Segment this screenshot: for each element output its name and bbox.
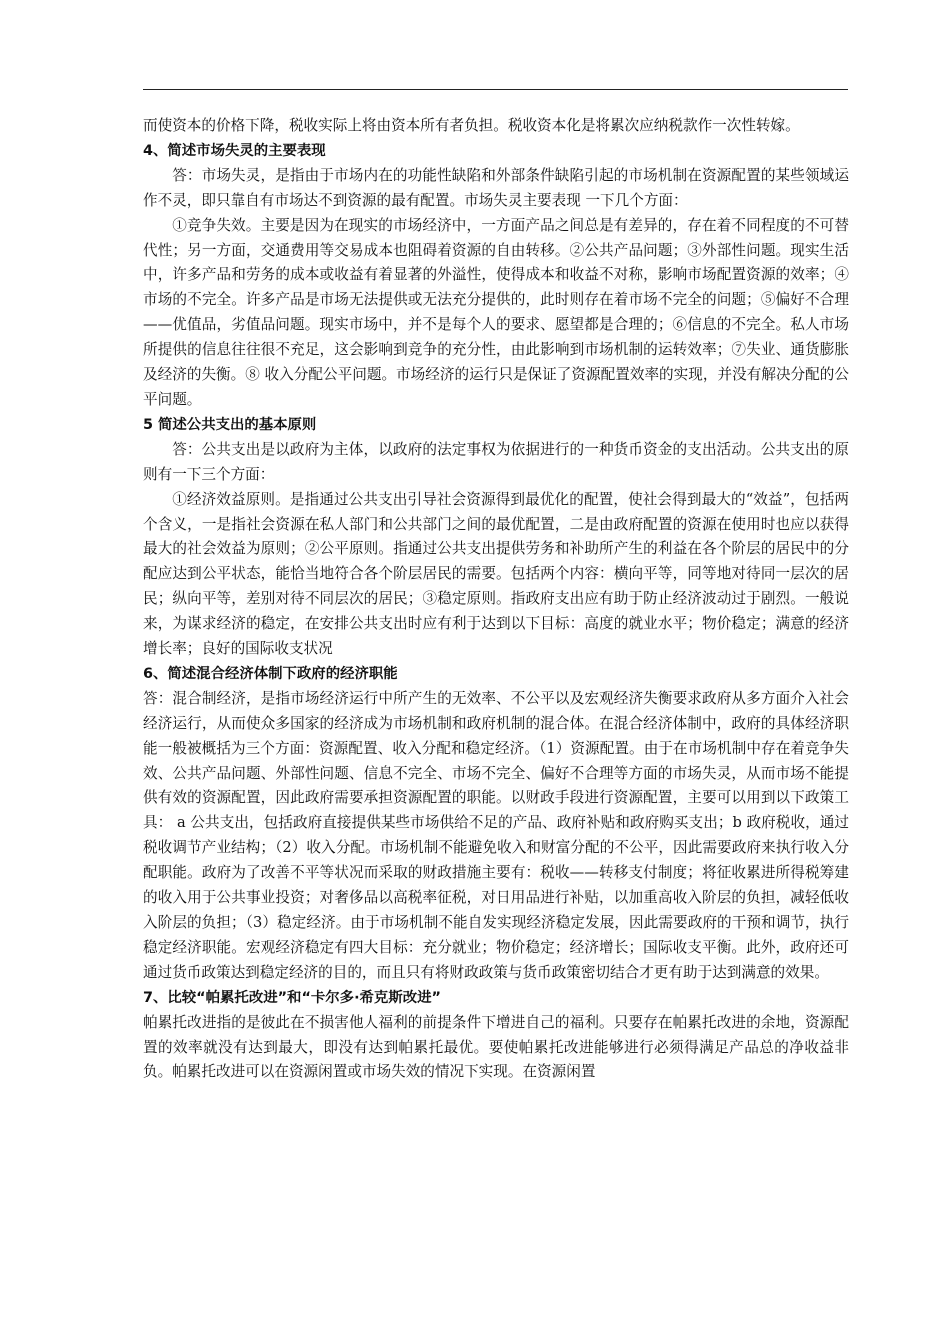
header-rule <box>143 89 848 90</box>
paragraph-q7-answer: 帕累托改进指的是彼此在不损害他人福利的前提条件下增进自己的福利。只要存在帕累托改进的余地，资源配置的效率就没有达到最大，即没有达到帕累托最优。要使帕累托改进能够进行必须得满足产品总的净收益非负。帕累托改进可以在资源闲置或市场失效的情况下实现。在资源闲置 <box>143 1013 849 1081</box>
paragraph-q4-details: ①竞争失效。主要是因为在现实的市场经济中，一方面产品之间总是有差异的，存在着不同程度的不可替代性；另一方面，交通费用等交易成本也阻碍着资源的自由转移。②公共产品问题；③外部性问题。现实生活中，许多产品和劳务的成本或收益有着显著的外溢性，使得成本和收益不对称，影响市场配置资源的效率；④市场的不完全。许多产品是市场无法提供或无法充分提供的，此时则存在着市场不完全的问题；⑤偏好不合理——优值品，劣值品问题。现实市场中，并不是每个人的要求、愿望都是合理的；⑥信息的不完全。私人市场所提供的信息往往很不充足，这会影响到竞争的充分性，由此影响到市场机制的运转效率；⑦失业、通货膨胀及经济的失衡。⑧ 收入分配公平问题。市场经济的运行只是保证了资源配置效率的实现，并没有解决分配的公平问题。 <box>143 216 849 408</box>
paragraph-q6-answer: 答：混合制经济，是指市场经济运行中所产生的无效率、不公平以及宏观经济失衡要求政府从多方面介入社会经济运行，从而使众多国家的经济成为市场机制和政府机制的混合体。在混合经济体制中，政府的具体经济职能一般被概括为三个方面：资源配置、收入分配和稳定经济。（1）资源配置。由于在市场机制中存在着竞争失效、公共产品问题、外部性问题、信息不完全、市场不完全、偏好不合理等方面的市场失灵，从而市场不能提供有效的资源配置，因此政府需要承担资源配置的职能。以财政手段进行资源配置，主要可以用到以下政策工具： a 公共支出，包括政府直接提供某些市场供给不足的产品、政府补贴和政府购买支出；b 政府税收，通过税收调节产业结构；（2）收入分配。市场机制不能避免收入和财富分配的不公平，因此需要政府来执行收入分配职能。政府为了改善不平等状况而采取的财政措施主要有：税收——转移支付制度；将征收累进所得税筹建的收入用于公共事业投资；对奢侈品以高税率征税，对日用品进行补贴，以加重高收入阶层的负担，减轻低收入阶层的负担；（3）稳定经济。由于市场机制不能自发实现经济稳定发展，因此需要政府的干预和调节，执行稳定经济职能。宏观经济稳定有四大目标：充分就业；物价稳定；经济增长；国际收支平衡。此外，政府还可通过货币政策达到稳定经济的目的，而且只有将财政政策与货币政策密切结合才更有助于达到满意的效果。 <box>143 689 849 981</box>
heading-q7: 7、比较“帕累托改进”和“卡尔多·希克斯改进” <box>143 989 441 1006</box>
paragraph-continued: 而使资本的价格下降，税收实际上将由资本所有者负担。税收资本化是将累次应纳税款作一次性转嫁。 <box>143 117 800 134</box>
heading-q6: 6、简述混合经济体制下政府的经济职能 <box>143 665 398 682</box>
paragraph-q4-answer: 答：市场失灵，是指由于市场内在的功能性缺陷和外部条件缺陷引起的市场机制在资源配置的某些领域运作不灵，即只靠自有市场达不到资源的最有配置。市场失灵主要表现 一下几个方面： <box>143 166 849 209</box>
paragraph-q5-answer: 答：公共支出是以政府为主体，以政府的法定事权为依据进行的一种货币资金的支出活动。公共支出的原则有一下三个方面： <box>143 440 849 483</box>
document-body <box>143 114 849 1085</box>
heading-q4: 4、简述市场失灵的主要表现 <box>143 142 326 159</box>
paragraph-q5-details: ①经济效益原则。是指通过公共支出引导社会资源得到最优化的配置，使社会得到最大的“效益”，包括两个含义，一是指社会资源在私人部门和公共部门之间的最优配置，二是由政府配置的资源在使用时也应以获得最大的社会效益为原则；②公平原则。指通过公共支出提供劳务和补助所产生的利益在各个阶层的居民中的分配应达到公平状态，能恰当地符合各个阶层居民的需要。包括两个内容：横向平等，同等地对待同一层次的居民；纵向平等，差别对待不同层次的居民；③稳定原则。指政府支出应有助于防止经济波动过于剧烈。一般说来，为谋求经济的稳定，在安排公共支出时应有利于达到以下目标：高度的就业水平；物价稳定；满意的经济增长率；良好的国际收支状况 <box>143 490 849 658</box>
heading-q5: 5 简述公共支出的基本原则 <box>143 416 317 433</box>
